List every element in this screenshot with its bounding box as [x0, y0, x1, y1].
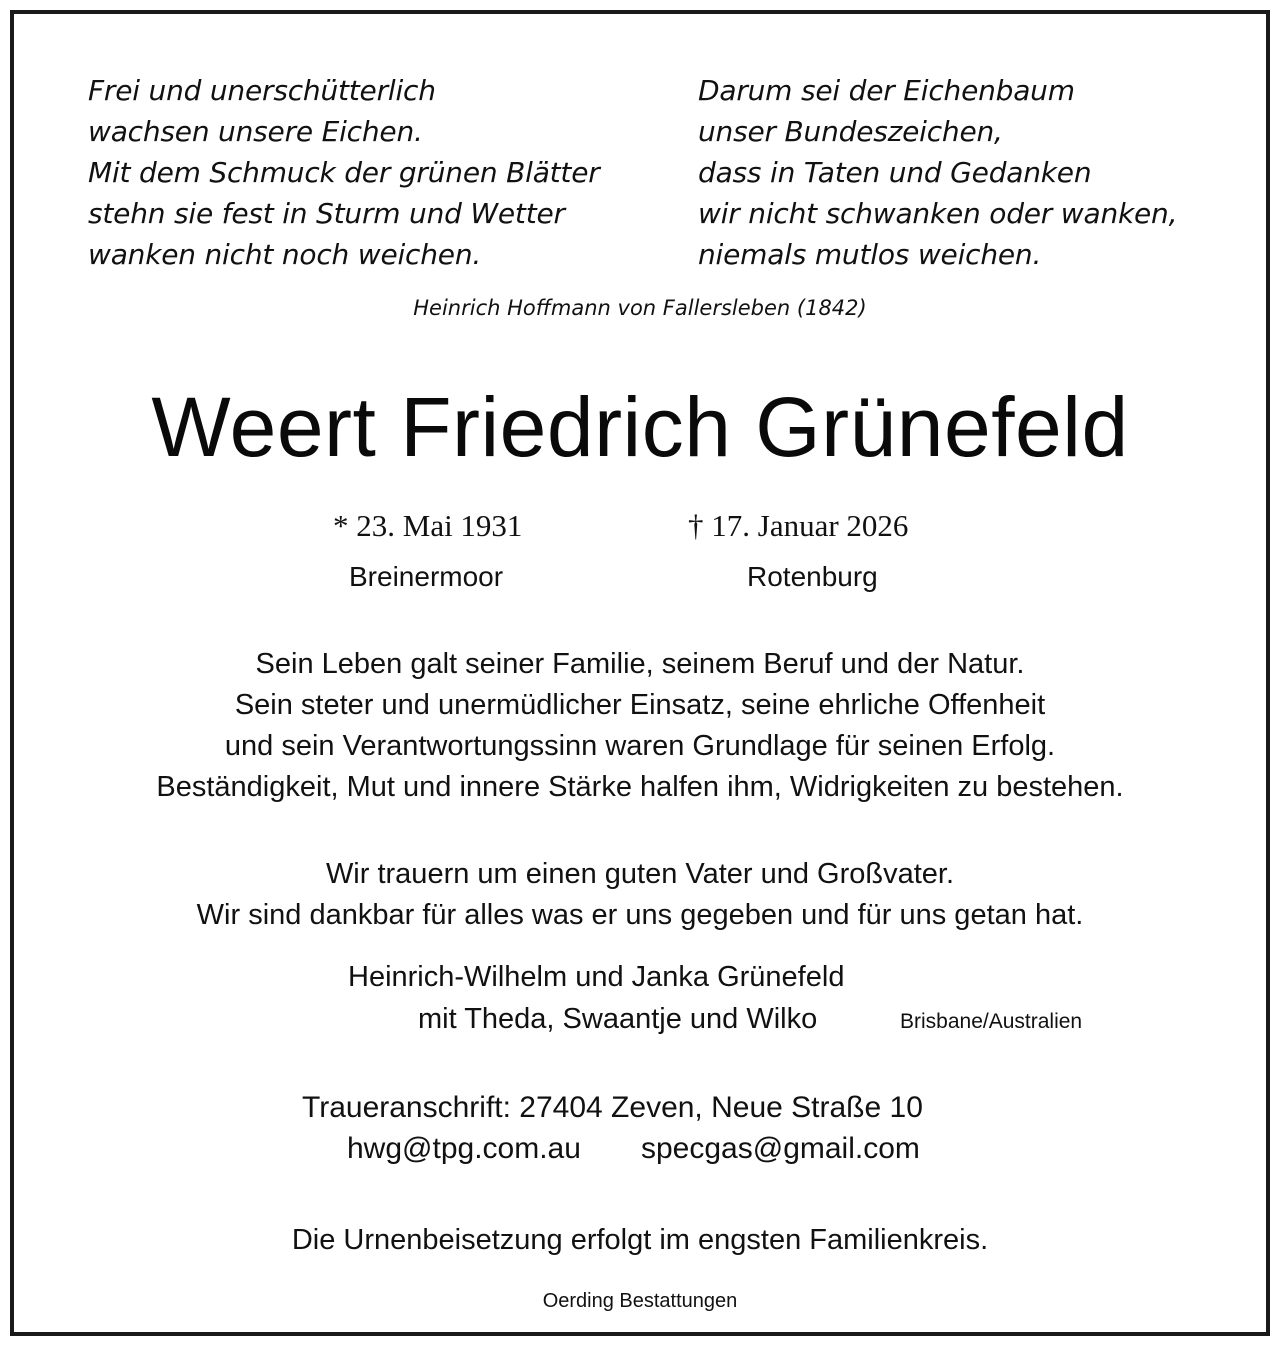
poem-line: stehn sie fest in Sturm und Wetter	[88, 197, 565, 230]
poem-line: wachsen unsere Eichen.	[88, 115, 423, 148]
tribute-line: und sein Verantwortungssinn waren Grundlage für seinen Erfolg.	[224, 730, 1056, 762]
death-date: † 17. Januar 2026	[688, 508, 909, 543]
poem-line: wir nicht schwanken oder wanken,	[698, 197, 1178, 230]
poem-line: wanken nicht noch weichen.	[88, 238, 482, 271]
poem-line: Darum sei der Eichenbaum	[698, 74, 1075, 107]
poem-line: Mit dem Schmuck der grünen Blätter	[88, 156, 600, 189]
tribute-line: Wir sind dankbar für alles was er uns gegeben und für uns getan hat.	[196, 899, 1084, 931]
poem-right-column	[698, 70, 1177, 275]
family-line-2: mit Theda, Swaantje und Wilko	[418, 1003, 818, 1035]
tribute-line: Sein Leben galt seiner Familie, seinem Beruf und der Natur.	[255, 648, 1025, 680]
death-place: Rotenburg	[747, 561, 878, 592]
poem-line: dass in Taten und Gedanken	[698, 156, 1092, 189]
deceased-name: Weert Friedrich Grünefeld	[151, 380, 1129, 474]
tribute-paragraph-1	[0, 644, 1280, 808]
poem-line: Frei und unerschütterlich	[88, 74, 436, 107]
family-line-1: Heinrich-Wilhelm und Janka Grünefeld	[348, 961, 845, 993]
birth-date: * 23. Mai 1931	[333, 508, 523, 543]
poem-line: niemals mutlos weichen.	[698, 238, 1042, 271]
tribute-line: Sein steter und unermüdlicher Einsatz, seine ehrliche Offenheit	[234, 689, 1046, 721]
undertaker-name: Oerding Bestattungen	[542, 1290, 738, 1312]
poem-attribution: Heinrich Hoffmann von Fallersleben (1842)	[413, 296, 867, 320]
tribute-line: Beständigkeit, Mut und innere Stärke halfen ihm, Widrigkeiten zu bestehen.	[156, 771, 1124, 803]
email-2: specgas@gmail.com	[641, 1132, 920, 1165]
burial-note: Die Urnenbeisetzung erfolgt im engsten Familienkreis.	[291, 1224, 989, 1256]
tribute-line: Wir trauern um einen guten Vater und Großvater.	[325, 858, 955, 890]
poem-left-column	[88, 70, 600, 275]
email-1: hwg@tpg.com.au	[347, 1132, 581, 1165]
tribute-paragraph-2	[0, 854, 1280, 936]
birth-place: Breinermoor	[349, 561, 504, 592]
poem-line: unser Bundeszeichen,	[698, 115, 1003, 148]
mourning-address: Traueranschrift: 27404 Zeven, Neue Straße 10	[302, 1091, 923, 1124]
family-location: Brisbane/Australien	[900, 1010, 1083, 1033]
